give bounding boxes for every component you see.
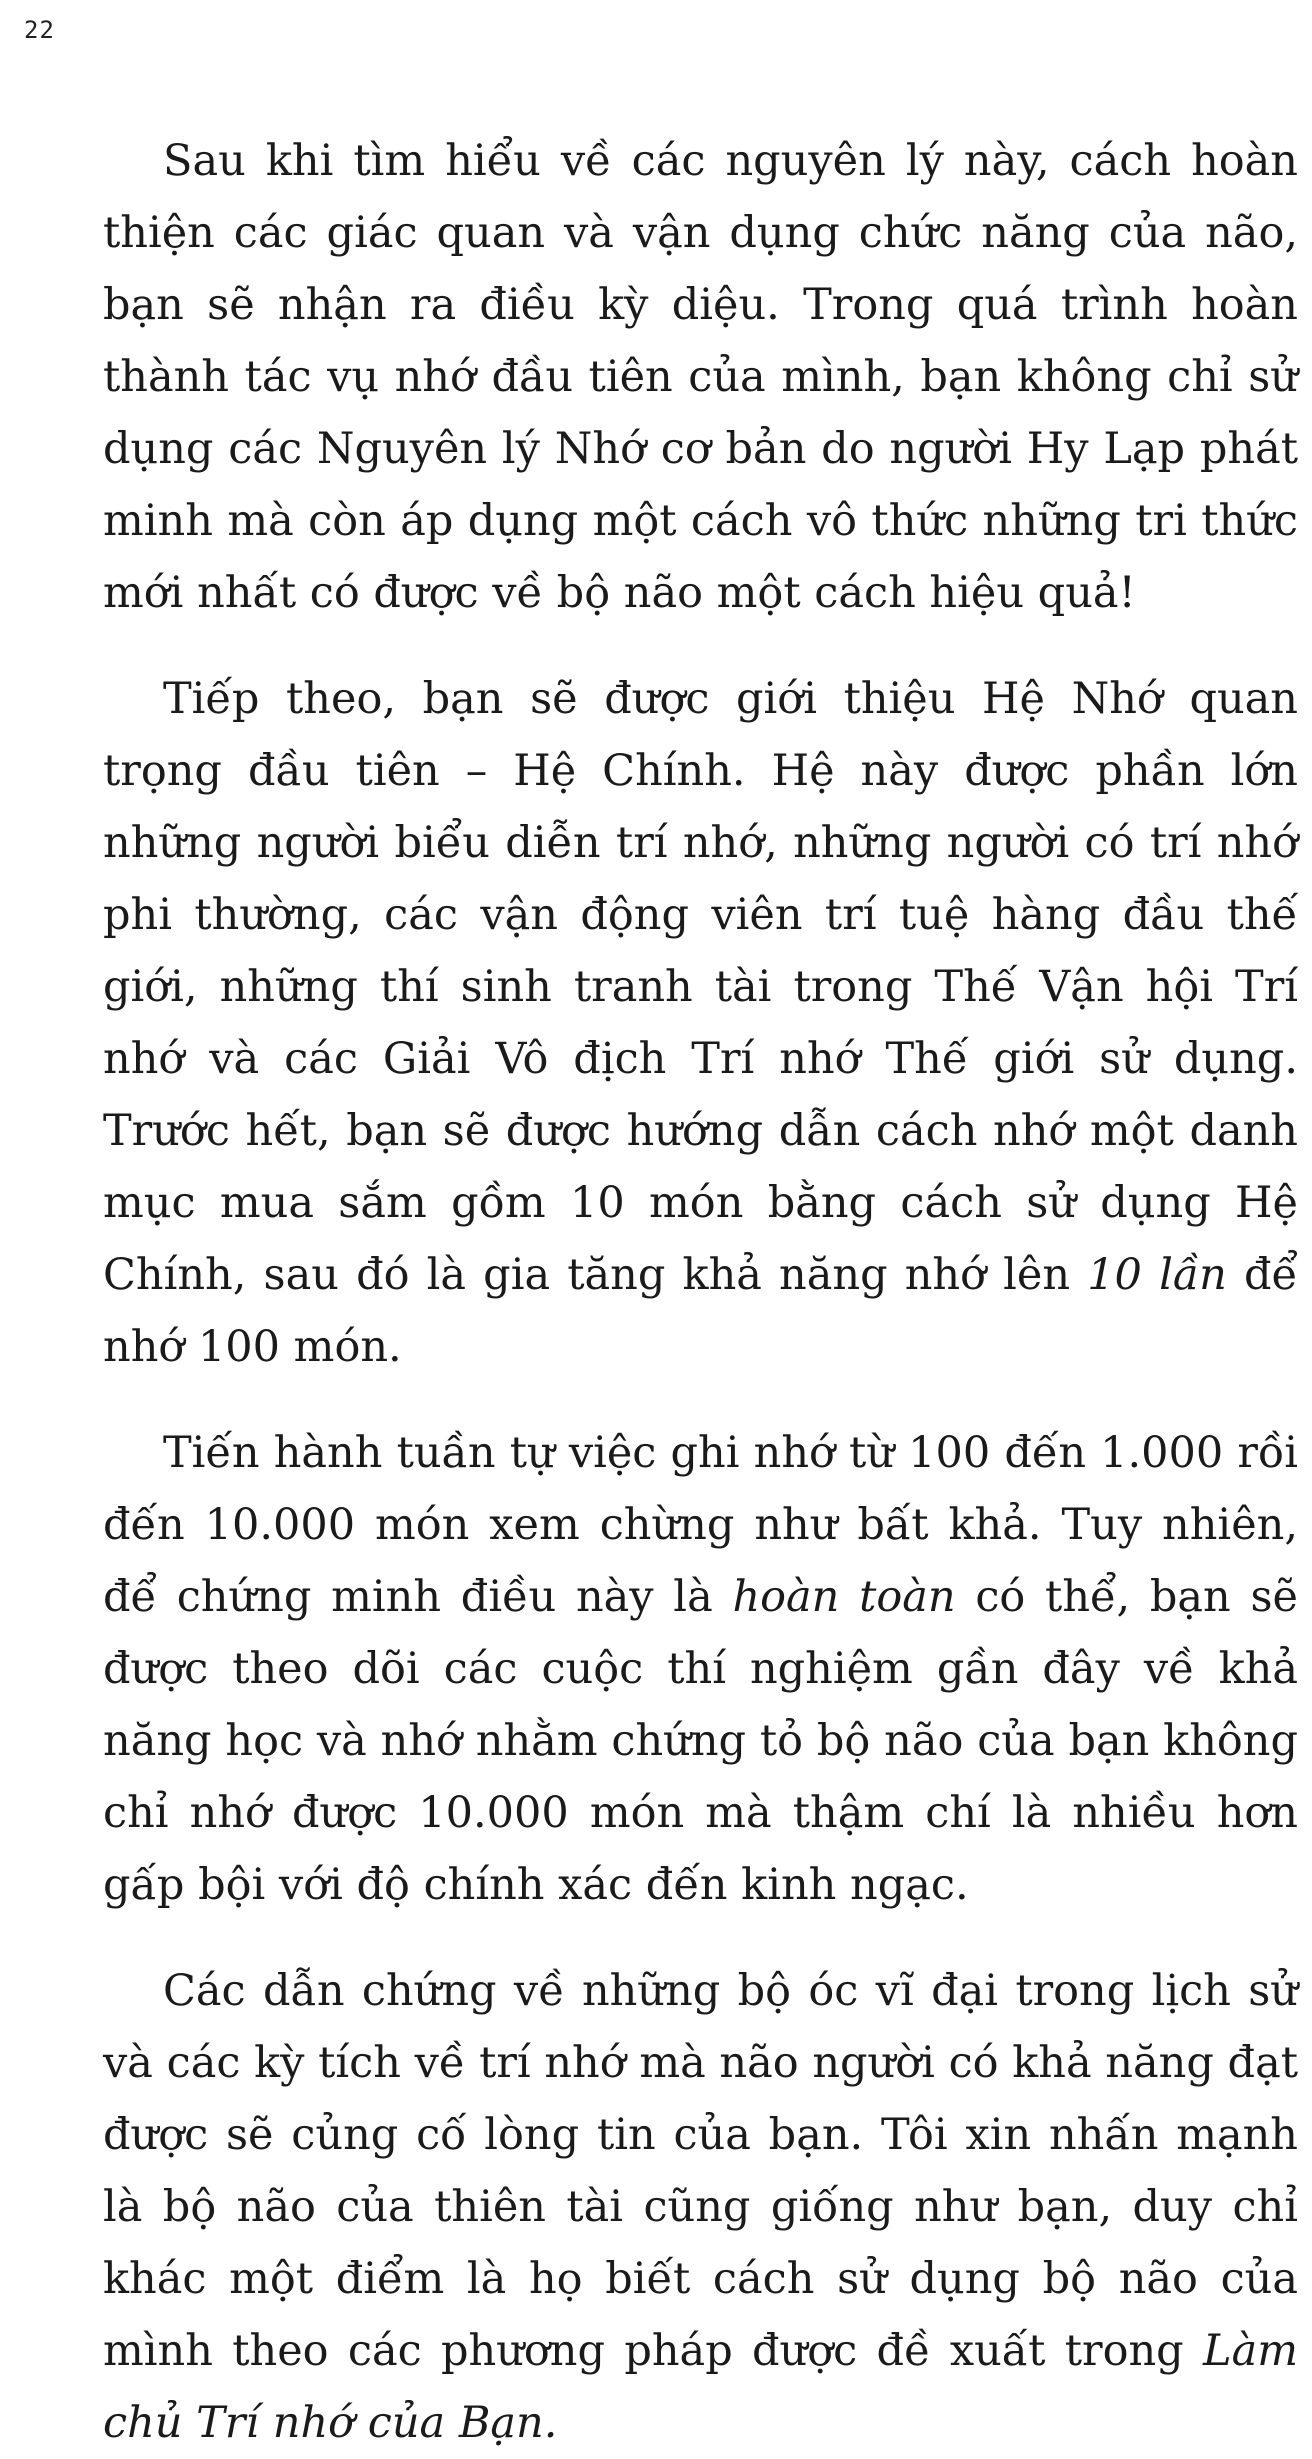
paragraph-2 (103, 663, 1298, 1383)
paragraph-4 (103, 1955, 1298, 2459)
paragraph-2-text-b: để nhớ 100 món. (103, 1250, 1298, 1372)
paragraph-1-text: Sau khi tìm hiểu về các nguyên lý này, cách hoàn thiện các giác quan và vận dụng chức năng của não, bạn sẽ nhận ra điều kỳ diệu. Trong quá trình hoàn thành tác vụ nhớ đầu tiên của mình, bạn không chỉ sử dụng các Nguyên lý Nhớ cơ bản do người Hy Lạp phát minh mà còn áp dụng một cách vô thức những tri thức mới nhất có được về bộ não một cách hiệu quả! (103, 136, 1298, 618)
paragraph-2-emphasis: 10 lần (1087, 1250, 1227, 1300)
page-body-text (103, 125, 1298, 2459)
paragraph-3-text-a: Tiến hành tuần tự việc ghi nhớ từ 100 đến 1.000 rồi đến 10.000 món xem chừng như bất khả. Tuy nhiên, để chứng minh điều này là (103, 1428, 1298, 1622)
book-title-emphasis: Làm chủ Trí nhớ của Bạn. (103, 2326, 1298, 2448)
page-number: 22 (24, 16, 55, 44)
paragraph-1 (103, 125, 1298, 629)
paragraph-3-emphasis: hoàn toàn (732, 1572, 956, 1622)
paragraph-2-text-a: Tiếp theo, bạn sẽ được giới thiệu Hệ Nhớ quan trọng đầu tiên – Hệ Chính. Hệ này được phần lớn những người biểu diễn trí nhớ, những người có trí nhớ phi thường, các vận động viên trí tuệ hàng đầu thế giới, những thí sinh tranh tài trong Thế Vận hội Trí nhớ và các Giải Vô địch Trí nhớ Thế giới sử dụng. Trước hết, bạn sẽ được hướng dẫn cách nhớ một danh mục mua sắm gồm 10 món bằng cách sử dụng Hệ Chính, sau đó là gia tăng khả năng nhớ lên (103, 674, 1298, 1300)
paragraph-4-text: Các dẫn chứng về những bộ óc vĩ đại trong lịch sử và các kỳ tích về trí nhớ mà não người có khả năng đạt được sẽ củng cố lòng tin của bạn. Tôi xin nhấn mạnh là bộ não của thiên tài cũng giống như bạn, duy chỉ khác một điểm là họ biết cách sử dụng bộ não của mình theo các phương pháp được đề xuất trong (103, 1966, 1298, 2376)
paragraph-3 (103, 1417, 1298, 1921)
paragraph-3-text-b: có thể, bạn sẽ được theo dõi các cuộc thí nghiệm gần đây về khả năng học và nhớ nhằm chứng tỏ bộ não của bạn không chỉ nhớ được 10.000 món mà thậm chí là nhiều hơn gấp bội với độ chính xác đến kinh ngạc. (103, 1572, 1298, 1910)
